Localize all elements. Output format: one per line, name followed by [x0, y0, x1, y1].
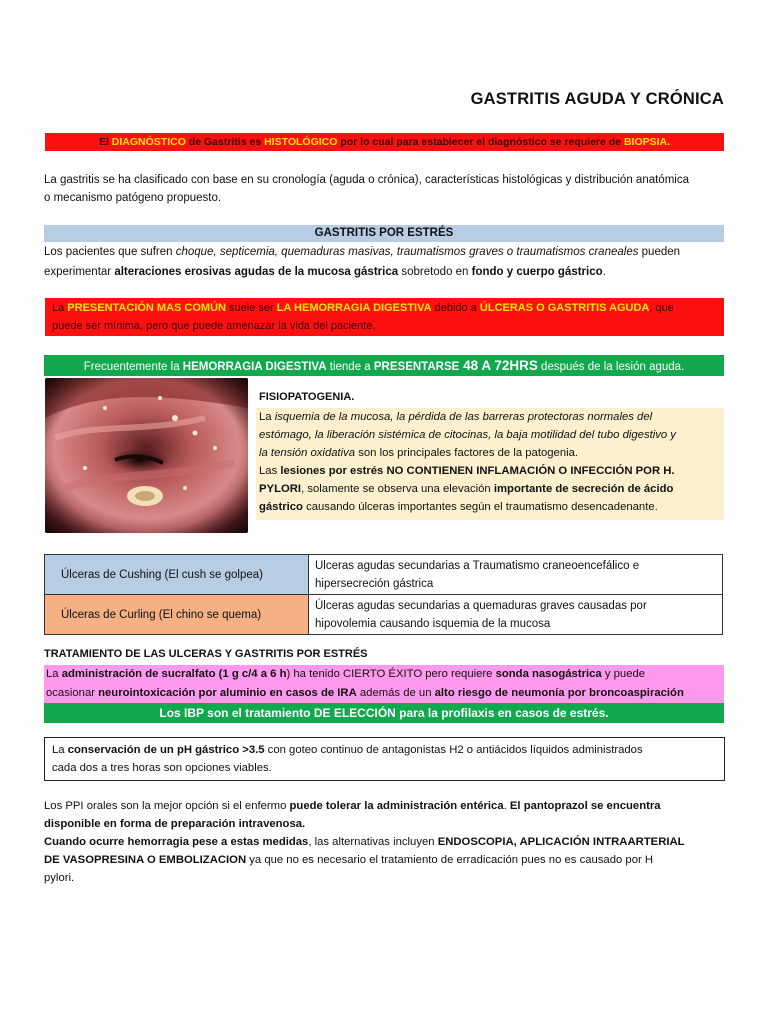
text-run-italic: la baja motilidad del tubo digestivo y: [491, 429, 676, 441]
text-run: , solamente se observa una elevación: [301, 483, 494, 495]
closing-line: [44, 797, 734, 815]
phys-line: [259, 426, 724, 444]
text-run: , que: [649, 302, 674, 314]
stress-line: [44, 243, 734, 261]
text-run: sobretodo en: [398, 266, 472, 278]
closing-line: [44, 833, 734, 851]
text-run: además de un: [356, 687, 435, 699]
ulcer-desc-cell: [309, 595, 723, 635]
intro-line: La gastritis se ha clasificado con base en su cronología (aguda o crónica), características histológicas y distribución anatómica: [44, 174, 689, 186]
keyword-presentarse: PRESENTARSE: [373, 361, 460, 373]
text-run: La: [259, 411, 275, 423]
text-run-bold: DE VASOPRESINA O EMBOLIZACION: [44, 854, 247, 866]
text-run-bold: administración de sucralfato (1 g c/4 a 6 h: [61, 668, 287, 680]
text-run: Las: [259, 465, 281, 477]
text-run: suele ser: [226, 302, 277, 314]
text-run: experimentar: [44, 266, 115, 278]
presentation-line: [52, 298, 724, 317]
keyword-histologico: HISTOLÓGICO: [264, 136, 338, 148]
text-run-bold: gástrico: [259, 501, 303, 513]
phys-line: [259, 408, 724, 426]
text-run-bold: importante de secreción de ácido: [493, 483, 674, 495]
text-run-bold: conservación de un pH gástrico >3.5: [67, 744, 265, 756]
closing-line: [44, 851, 734, 869]
text-run-bold: fondo y cuerpo gástrico: [471, 266, 603, 278]
phys-line: [259, 444, 724, 462]
ulcer-desc: Úlceras agudas secundarias a quemaduras graves causadas por: [315, 599, 647, 612]
banner-text: de Gastritis es: [185, 136, 265, 148]
ulcer-name: Úlceras de Curling (El chino se quema): [61, 608, 262, 621]
text-run: La: [46, 668, 62, 680]
endoscopy-image: [45, 378, 248, 533]
banner-text: por lo cual para establecer el diagnóstico se requiere de: [337, 136, 624, 148]
closing-line: pylori.: [44, 872, 75, 884]
ph-line: [52, 741, 724, 759]
text-run-bold: alto riesgo de neumonía por broncoaspiración: [434, 687, 684, 699]
text-run-bold: Cuando ocurre hemorragia pese a estas medidas: [44, 836, 309, 848]
text-run: son los principales factores de la patogenia.: [355, 447, 579, 459]
text-run: pueden: [638, 246, 681, 258]
ph-box: [44, 737, 725, 781]
physiopathology-box: [256, 408, 724, 520]
presentation-line: puede ser mínima, pero que puede amenazar la vida del paciente.: [52, 320, 376, 332]
phys-line: [259, 498, 724, 516]
text-run: , las alternativas incluyen: [308, 836, 438, 848]
keyword-biopsia: BIOPSIA.: [623, 136, 671, 148]
text-run-italic: isquemia de la mucosa, la pérdida de las barreras protectoras normales del: [274, 411, 653, 423]
endoscopy-photo: [45, 378, 248, 533]
text-run: debido a: [431, 302, 480, 314]
text-run: La: [52, 744, 68, 756]
table-row: [45, 595, 723, 635]
text-run: .: [602, 266, 606, 278]
text-run: con goteo continuo de antagonistas H2 o antiácidos líquidos administrados: [264, 744, 643, 756]
text-run-bold: alteraciones erosivas agudas de la mucosa gástrica: [114, 266, 399, 278]
banner-text: El: [98, 136, 112, 148]
closing-line: disponible en forma de preparación intravenosa.: [44, 818, 306, 830]
keyword-48-72hrs: 48 A 72HRS: [459, 358, 538, 373]
text-run: tiende a: [326, 361, 374, 373]
closing-paragraph: [44, 797, 734, 887]
text-run: y puede: [601, 668, 646, 680]
keyword-ulceras: ÚLCERAS O GASTRITIS AGUDA: [479, 302, 650, 314]
keyword-diagnostico: DIAGNÓSTICO: [111, 136, 186, 148]
text-run-bold: ENDOSCOPIA, APLICACIÓN INTRAARTERIAL: [437, 836, 685, 848]
ulcer-desc: hipersecreción gástrica: [315, 577, 434, 590]
text-run-bold: neurointoxicación por aluminio en casos de IRA: [98, 687, 357, 699]
treatment-heading: TRATAMIENTO DE LAS ULCERAS Y GASTRITIS POR ESTRÉS: [44, 648, 368, 660]
text-run: ya que no es necesario el tratamiento de erradicación pues no es causado por H: [246, 854, 654, 866]
ph-line: cada dos a tres horas son opciones viables.: [52, 762, 272, 774]
page-title: GASTRITIS AGUDA Y CRÓNICA: [470, 90, 724, 108]
diagnosis-banner: [45, 133, 724, 151]
section-header-stress: GASTRITIS POR ESTRÉS: [44, 225, 724, 242]
stress-paragraph: [44, 243, 734, 281]
sucralfate-box: [44, 665, 724, 703]
table-row: [45, 555, 723, 595]
physiopathology-heading: FISIOPATOGENIA.: [259, 391, 355, 403]
text-run-bold: sonda nasogástrica: [495, 668, 602, 680]
text-run-italic: estómago, la liberación sistémica de citocinas,: [259, 429, 492, 441]
ibp-banner: Los IBP son el tratamiento DE ELECCIÓN para la profilaxis en casos de estrés.: [44, 703, 724, 723]
text-run: causando úlceras importantes según el traumatismo desencadenante.: [302, 501, 658, 513]
text-run: Los pacientes que sufren: [44, 246, 176, 258]
text-run: ocasionar: [46, 687, 99, 699]
hemorrhage-banner: [44, 355, 724, 376]
ulcer-name: Úlceras de Cushing (El cush se golpea): [61, 568, 263, 581]
ulcer-name-cell: [45, 595, 309, 635]
text-run: La: [52, 302, 68, 314]
phys-line: [259, 480, 724, 498]
intro-line: o mecanismo patógeno propuesto.: [44, 192, 222, 204]
ulcer-desc-cell: [309, 555, 723, 595]
text-run-bold: lesiones por estrés NO CONTIENEN INFLAMACIÓN O INFECCIÓN POR H.: [280, 465, 675, 477]
treatment-line: [46, 665, 724, 684]
ulcer-name-cell: [45, 555, 309, 595]
text-run-bold: PYLORI: [259, 483, 302, 495]
ulcers-table: [44, 554, 723, 635]
ulcer-desc: hipovolemia causando isquemia de la mucosa: [315, 617, 551, 630]
ulcer-desc: Ulceras agudas secundarias a Traumatismo craneoencefálico e: [315, 559, 640, 572]
presentation-banner: [45, 298, 724, 336]
intro-paragraph: [44, 171, 734, 207]
treatment-line: [46, 684, 724, 703]
text-run: ) ha tenido CIERTO ÉXITO pero requiere: [286, 668, 496, 680]
text-run: Los PPI orales son la mejor opción si el enfermo: [44, 800, 290, 812]
keyword-hemorragia: LA HEMORRAGIA DIGESTIVA: [276, 302, 432, 314]
text-run: Frecuentemente la: [83, 361, 183, 373]
text-run-italic: choque, septicemia, quemaduras masivas, traumatismos graves o traumatismos craneales: [175, 246, 639, 258]
text-run: .: [503, 800, 510, 812]
phys-line: [259, 462, 724, 480]
text-run-italic: la tensión oxidativa: [259, 447, 356, 459]
text-run: después de la lesión aguda.: [537, 361, 685, 373]
text-run-bold: puede tolerar la administración entérica: [289, 800, 504, 812]
keyword-hemorragia-digestiva: HEMORRAGIA DIGESTIVA: [182, 361, 327, 373]
stress-line: [44, 263, 734, 281]
text-run-bold: El pantoprazol se encuentra: [509, 800, 661, 812]
keyword-presentacion: PRESENTACIÓN MAS COMÚN: [67, 302, 226, 314]
